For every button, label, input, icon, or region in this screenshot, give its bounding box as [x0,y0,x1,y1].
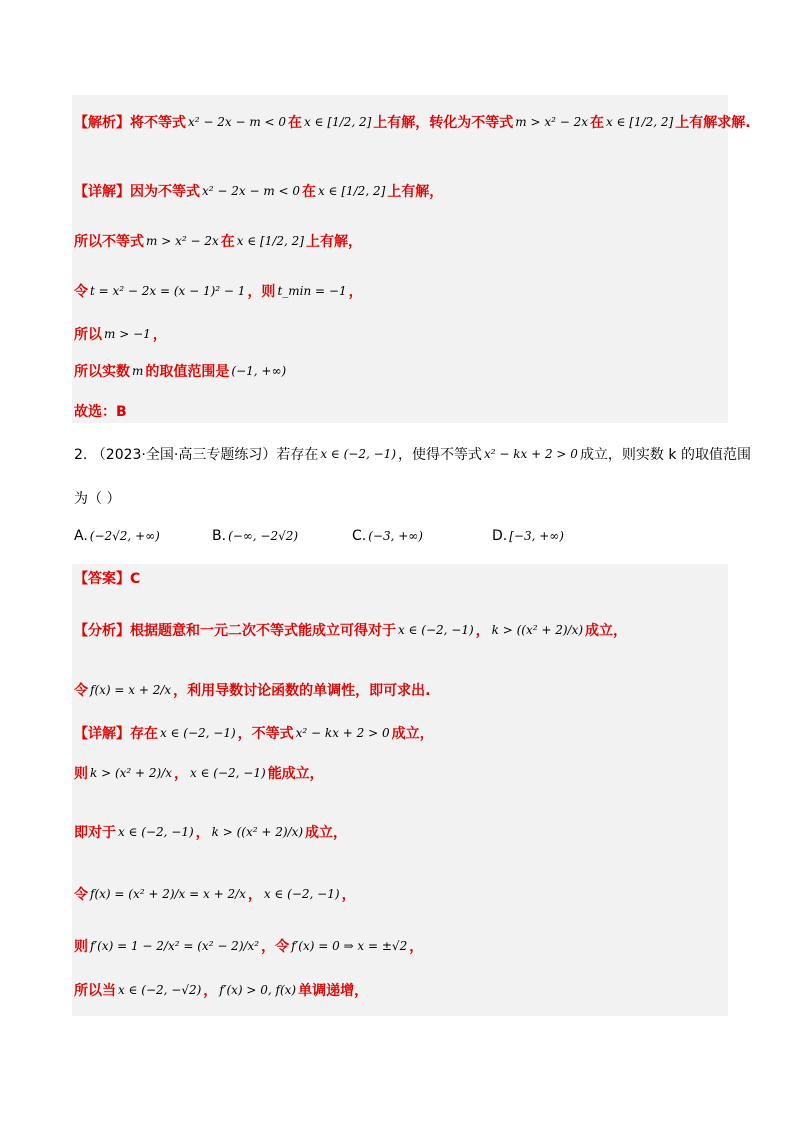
detail-text: 成立， [305,825,348,841]
analysis-text: ， [475,623,490,639]
option-d[interactable] [492,522,566,550]
math-inequality: k > ((x² + 2)/x) [211,825,304,839]
detail-text: 所以当 [74,983,116,999]
analysis-text: 根据题意和一元二次不等式能成立可得对于 [130,623,396,639]
option-c[interactable] [352,522,425,550]
math-interval: x ∈ [1/2, 2] [606,115,674,129]
detail-line [74,976,368,1004]
detail-line [74,226,362,256]
math-interval: (−1, +∞) [231,364,287,378]
math-variable: m [132,364,144,378]
option-label: B. [212,528,227,544]
detail-text: 则 [74,939,88,955]
math-derivative: f′(x) = 1 − 2/x² = (x² − 2)/x² [90,939,260,953]
detail-text: ，令 [261,939,290,955]
detail-text: ，不等式 [237,726,294,742]
math-interval: x ∈ [1/2, 2] [304,115,372,129]
math-inequality: x² − 2x − m < 0 [188,115,287,129]
option-value: (−3, +∞) [368,529,423,543]
analysis-line [74,674,430,706]
option-label: A. [74,528,88,544]
detail-text: ， [203,983,218,999]
analysis-text: 令 [74,683,88,699]
math-inequality: m > x² − 2x [515,115,588,129]
detail-text: 在 [302,184,317,200]
analysis-text: 成立， [585,623,628,639]
detail-text: ， [341,887,356,903]
math-interval: x ∈ (−2, −1) [398,623,474,637]
analysis-text: 在 [288,115,303,131]
detail-text: 上有解， [387,184,444,200]
math-inequality: k > ((x² + 2)/x) [491,623,584,637]
detail-text: ， [348,284,363,300]
detail-line [74,928,423,964]
analysis-text: ，利用导数讨论函数的单调性，即可求出. [173,683,431,699]
question-text: 为（ ） [74,491,121,507]
detail-text: 即对于 [74,825,116,841]
detail-tag: 【详解】 [74,726,130,742]
question-text: 2. （2023·全国·高三专题练习）若存在 [74,447,319,463]
math-interval: x ∈ (−2, −1) [190,766,266,780]
analysis-text: 上有解求解. [675,115,751,131]
detail-text: 因为不等式 [130,184,200,200]
detail-line [74,278,363,304]
detail-text: ， [195,825,210,841]
question-line [74,486,120,510]
option-a[interactable] [74,522,162,550]
option-value: (−2√2, +∞) [89,529,160,543]
math-inequality: x² − kx + 2 > 0 [295,726,390,740]
detail-text: 能成立， [267,766,324,782]
detail-text: 上有解， [305,234,362,250]
detail-text: 的取值范围是 [145,364,230,380]
detail-text: 成立， [391,726,434,742]
analysis-text: 上有解，转化为不等式 [373,115,514,131]
math-inequality: k > (x² + 2)/x [90,766,173,780]
analysis-text: 在 [590,115,604,131]
math-interval: x ∈ [1/2, 2] [236,234,304,248]
detail-text: ， [247,887,262,903]
math-inequality: x² − kx + 2 > 0 [484,447,578,461]
analysis-line [74,610,627,650]
detail-text: 令 [74,887,88,903]
detail-text: 则 [74,766,88,782]
math-expression: t_min = −1 [277,284,347,298]
detail-line [74,322,167,346]
detail-line [74,812,347,852]
math-inequality: x² − 2x − m < 0 [202,184,301,198]
detail-text: 单调递增， [298,983,369,999]
analysis-text: 将不等式 [130,115,186,131]
option-label: D. [492,528,508,544]
detail-text: 在 [220,234,235,250]
question-line [74,440,751,468]
detail-line [74,722,434,744]
math-function: f(x) = x + 2/x [90,683,172,697]
math-inequality: m > x² − 2x [146,234,219,248]
math-function: f(x) = (x² + 2)/x = x + 2/x [90,887,246,901]
detail-text: ，则 [247,284,276,300]
detail-text: 存在 [130,726,158,742]
analysis-line [74,104,751,140]
detail-line [74,400,127,422]
option-label: C. [352,528,367,544]
math-interval: x ∈ (−2, −1) [320,447,396,461]
question-text: 成立，则实数 k 的取值范围 [579,447,751,463]
detail-text: ， [409,939,424,955]
math-derivative: f′(x) > 0, f(x) [219,983,297,997]
option-value: [−3, +∞) [509,529,564,543]
detail-text: 所以实数 [74,364,130,380]
question-text: ，使得不等式 [398,447,482,463]
math-inequality: m > −1 [104,327,151,341]
detail-line [74,876,356,912]
answer-line [74,568,140,588]
math-interval: x ∈ (−2, −√2) [118,983,202,997]
detail-text: ， [152,327,167,343]
detail-text: 所以 [74,327,102,343]
detail-text: 令 [74,284,88,300]
answer-text: 【答案】C [74,571,141,587]
math-interval: x ∈ [1/2, 2] [318,184,386,198]
math-derivative: f′(x) = 0 ⇒ x = ±√2 [291,939,408,953]
detail-tag: 【详解】 [74,184,130,200]
detail-line [74,176,443,206]
detail-text: 所以不等式 [74,234,144,250]
option-b[interactable] [212,522,300,550]
math-expression: t = x² − 2x = (x − 1)² − 1 [90,284,246,298]
analysis-tag: 【解析】 [74,115,130,131]
math-interval: x ∈ (−2, −1) [118,825,194,839]
choice-result: 故选：B [74,404,127,420]
math-interval: x ∈ (−2, −1) [263,887,340,901]
detail-line [74,358,288,384]
analysis-tag: 【分析】 [74,623,130,639]
detail-text: ， [174,766,189,782]
math-interval: x ∈ (−2, −1) [160,726,236,740]
option-value: (−∞, −2√2) [228,529,299,543]
detail-line [74,756,324,790]
